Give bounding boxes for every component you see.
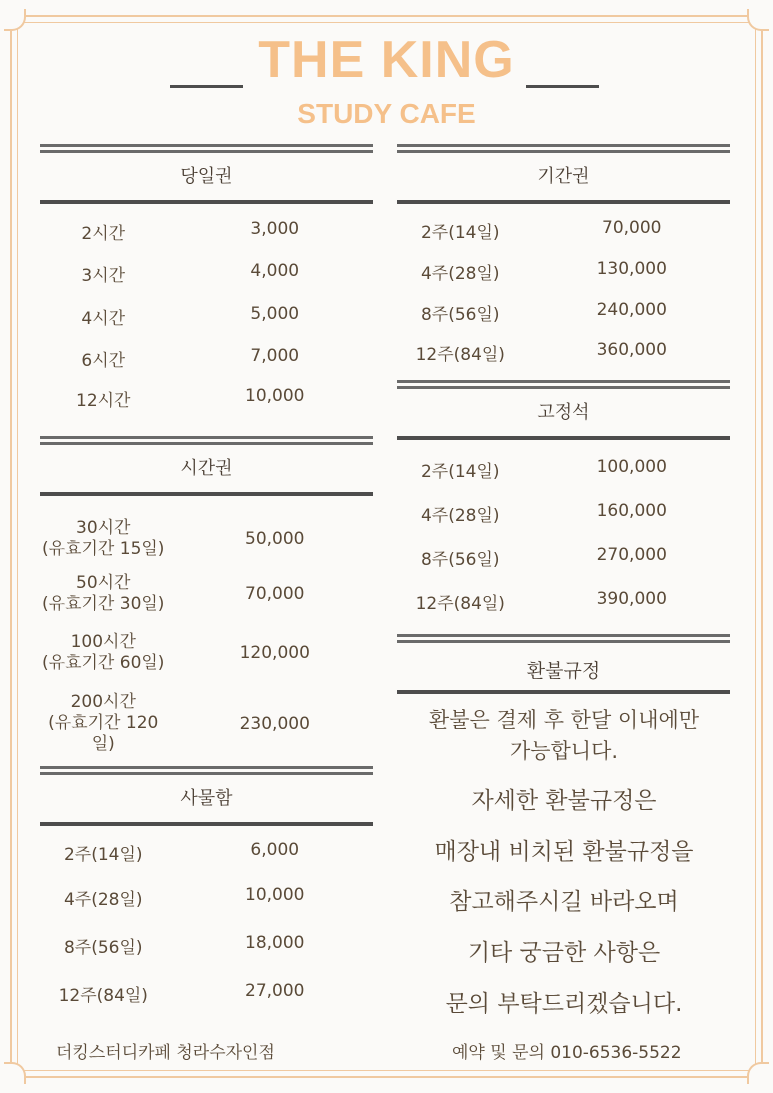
refund-line: 환불은 결제 후 한달 이내에만 [428,708,700,732]
price-row [40,304,373,329]
item-price: 390,000 [596,589,667,609]
locker-section [40,766,373,1026]
price-row [40,386,373,411]
item-name: 8주(56일) [420,550,500,570]
section-underline [397,690,730,694]
price-row [40,840,373,865]
double-rule [397,634,730,643]
refund-policy-section [397,634,730,696]
price-row [40,933,373,958]
double-rule [397,144,730,153]
refund-line: 문의 부탁드리겠습니다. [445,991,683,1017]
item-name: 50시간 [76,573,131,593]
contact-phone: 예약 및 문의 010-6536-5522 [452,1043,682,1063]
period-pass-section [397,144,730,374]
section-underline [40,492,373,496]
hourly-pass-section [40,436,373,756]
price-row [40,346,373,371]
item-name: 2시간 [81,224,126,244]
item-name: 6시간 [81,351,126,371]
item-name: 8주(56일) [63,938,143,958]
corner-ornament [747,1062,769,1084]
section-title: 기간권 [537,166,590,187]
item-name: 2주(14일) [420,462,500,482]
daily-pass-section [40,144,373,424]
price-row [397,501,730,526]
price-row [397,340,730,365]
item-validity: (유효기간 60일) [42,653,165,673]
item-name: 4주(28일) [420,506,500,526]
price-row [397,300,730,325]
section-title: 환불규정 [526,660,601,682]
item-name: 8주(56일) [420,305,500,325]
item-price: 7,000 [250,346,300,366]
item-price: 130,000 [596,259,667,279]
item-name: 4주(28일) [63,890,143,910]
item-name: 3시간 [81,266,126,286]
section-underline [397,436,730,440]
item-price: 6,000 [250,840,300,860]
double-rule [40,766,373,775]
item-price: 10,000 [245,885,305,905]
price-row [40,885,373,910]
refund-line: 매장내 비치된 환불규정을 [434,839,694,865]
price-row [397,259,730,284]
price-row [397,218,730,243]
item-validity: (유효기간 30일) [42,594,165,614]
section-underline [397,200,730,204]
refund-line: 참고해주시길 바라오며 [449,889,679,915]
item-price: 27,000 [245,981,305,1001]
item-name: 4시간 [81,309,126,329]
price-row [40,219,373,244]
refund-line: 기타 궁금한 사항은 [467,940,661,966]
section-title: 사물함 [180,788,233,809]
item-price: 3,000 [250,219,300,239]
fixed-seat-section [397,380,730,620]
item-validity: (유효기간 120일) [48,713,159,754]
double-rule [397,380,730,389]
item-name: 12주(84일) [415,594,505,614]
cafe-title: THE KING [258,31,515,89]
price-row [40,261,373,286]
item-price: 160,000 [596,501,667,521]
item-name: 2주(14일) [63,845,143,865]
refund-line: 자세한 환불규정은 [471,788,657,814]
item-price: 120,000 [239,643,310,663]
item-price: 4,000 [250,261,300,281]
item-name: 30시간 [76,518,131,538]
refund-line: 가능합니다. [509,739,619,763]
price-row [40,573,373,615]
item-name: 200시간 [70,692,136,712]
cafe-subtitle: STUDY CAFE [297,98,476,129]
double-rule [40,144,373,153]
item-price: 100,000 [596,457,667,477]
section-underline [40,200,373,204]
item-price: 240,000 [596,300,667,320]
price-row [40,632,373,674]
item-price: 18,000 [245,933,305,953]
item-price: 5,000 [250,304,300,324]
store-name: 더킹스터디카페 청라수자인점 [56,1043,275,1063]
price-row [397,457,730,482]
item-validity: (유효기간 15일) [42,539,165,559]
price-row [40,692,373,755]
item-price: 50,000 [245,529,305,549]
item-price: 230,000 [239,713,310,734]
item-name: 12주(84일) [415,345,505,365]
item-name: 4주(28일) [420,264,500,284]
price-row [40,518,373,560]
double-rule [40,436,373,445]
item-name: 100시간 [70,632,136,652]
item-name: 12시간 [76,391,131,411]
section-title: 당일권 [180,166,233,187]
item-name: 12주(84일) [58,986,148,1006]
section-title: 고정석 [537,402,590,423]
item-name: 2주(14일) [420,223,500,243]
section-underline [40,822,373,826]
price-row [40,981,373,1006]
section-title: 시간권 [180,458,233,479]
item-price: 70,000 [602,218,662,238]
item-price: 270,000 [596,545,667,565]
item-price: 360,000 [596,340,667,360]
price-row [397,589,730,614]
price-row [397,545,730,570]
item-price: 10,000 [245,386,305,406]
item-price: 70,000 [245,584,305,604]
